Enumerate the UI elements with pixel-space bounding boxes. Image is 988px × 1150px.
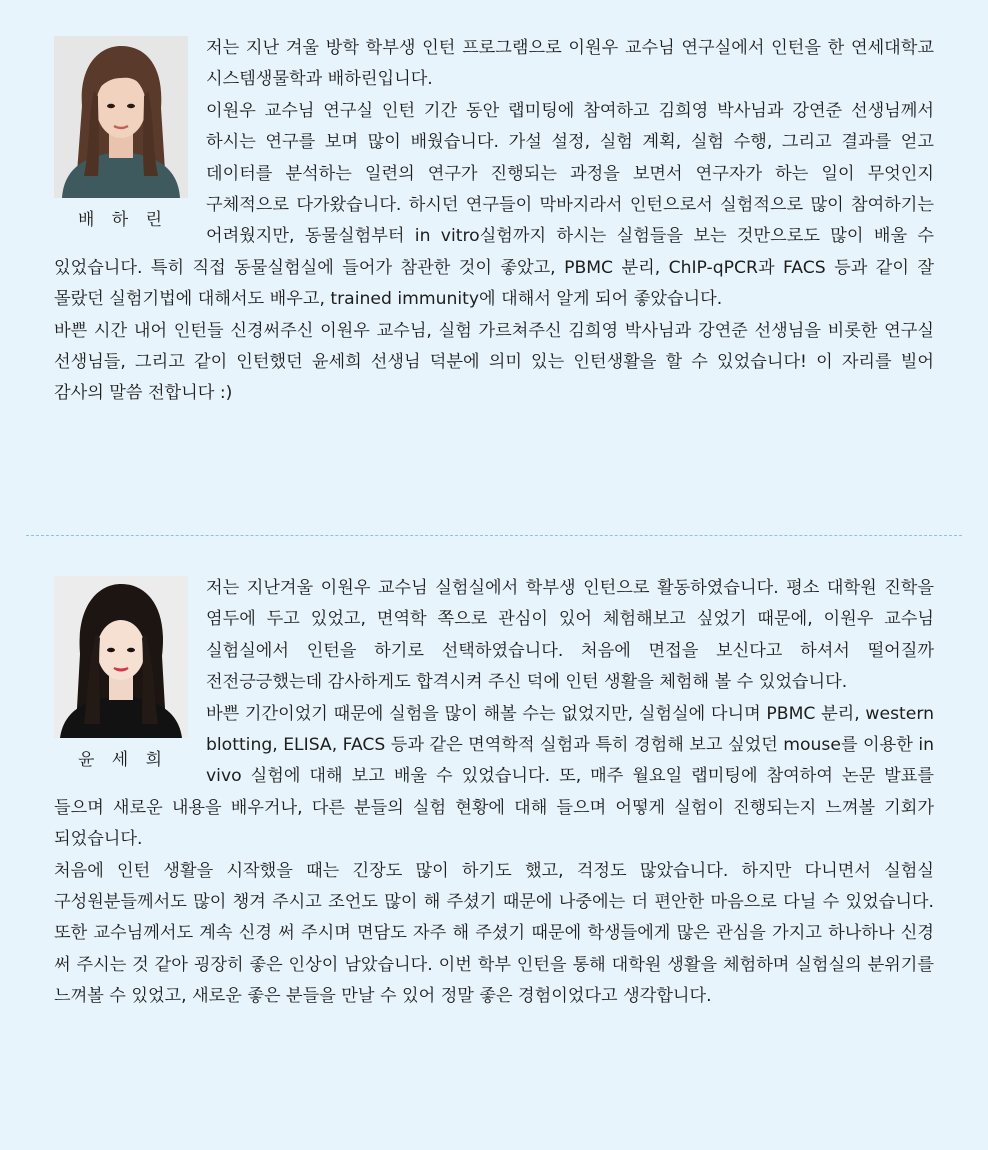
profile-block [54,36,188,231]
portrait-image [54,576,188,738]
paragraph: 바쁜 시간 내어 인턴들 신경써주신 이원우 교수님, 실험 가르쳐주신 김희영 박사님과 강연준 선생님을 비롯한 연구실 선생님들, 그리고 같이 인턴했던 윤세희 선생님 덕분에 의미 있는 인턴생활을 할 수 있었습니다! 이 자리를 빌어 감사의 말씀 전합니다 :) [54,320,934,404]
profile-block [54,576,188,771]
testimonial-entry [54,33,934,410]
profile-photo [54,576,188,738]
paragraph: 저는 지난 겨울 방학 학부생 인턴 프로그램으로 이원우 교수님 연구실에서 인턴을 한 연세대학교 시스템생물학과 배하린입니다. [206,38,934,90]
paragraph: 처음에 인턴 생활을 시작했을 때는 긴장도 많이 하기도 했고, 걱정도 많았습니다. 하지만 다니면서 실험실 구성원분들께서도 많이 챙겨 주시고 조언도 많이 해 주셨기 때문에 나중에는 더 편안한 마음으로 다닐 수 있었습니다. 또한 교수님께서도 계속 신경 써 주시며 면담도 자주 해 주셨기 때문에 학생들에게 많은 관심을 가지고 하나하나 신경 써 주시는 것 같아 굉장히 좋은 인상이 남았습니다. 이번 학부 인턴을 통해 대학원 생활을 체험하며 실험실의 분위기를 느껴볼 수 있었고, 새로운 좋은 분들을 만날 수 있어 정말 좋은 경험이었다고 생각합니다. [54,860,934,1007]
portrait-image [54,36,188,198]
person-name: 배 하 린 [77,210,169,230]
profile-photo [54,36,188,198]
paragraph: 이원우 교수님 연구실 인턴 기간 동안 랩미팅에 참여하고 김희영 박사님과 강연준 선생님께서 하시는 연구를 보며 많이 배웠습니다. 가설 설정, 실험 계획, 실험 수행, 그리고 결과를 얻고 데이터를 분석하는 일련의 연구가 진행되는 과정을 보면서 연구자가 하는 일이 무엇인지 구체적으로 다가왔습니다. 하시던 연구들이 막바지라서 인턴으로서 실험적으로 많이 참여하기는 어려웠지만, 동물실험부터 in vitro실험까지 하시는 실험들을 보는 것만으로도 많이 배울 수 있었습니다. 특히 직접 동물실험실에 들어가 참관한 것이 좋았고, PBMC 분리, ChIP-qPCR과 FACS 등과 같이 잘 몰랐던 실험기법에 대해서도 배우고, trained immunity에 대해서 알게 되어 좋았습니다. [54,100,934,310]
testimonial-entry [54,573,934,1013]
paragraph: 바쁜 기간이었기 때문에 실험을 많이 해볼 수는 없었지만, 실험실에 다니며 PBMC 분리, western blotting, ELISA, FACS 등과 같은 면역학적 실험과 특히 경험해 보고 싶었던 mouse를 이용한 in vivo 실험에 대해 보고 배울 수 있었습니다. 또, 매주 월요일 랩미팅에 참여하여 논문 발표를 들으며 새로운 내용을 배우거나, 다른 분들의 실험 현황에 대해 들으며 어떻게 실험이 진행되는지 느껴볼 기회가 되었습니다. [54,703,934,850]
person-name: 윤 세 희 [77,750,169,770]
paragraph: 저는 지난겨울 이원우 교수님 실험실에서 학부생 인턴으로 활동하였습니다. 평소 대학원 진학을 염두에 두고 있었고, 면역학 쪽으로 관심이 있어 체험해보고 싶었기 때문에, 이원우 교수님 실험실에서 인턴을 하기로 선택하였습니다. 처음에 면접을 보신다고 하셔서 떨어질까 전전긍긍했는데 감사하게도 합격시켜 주신 덕에 인턴 생활을 체험해 볼 수 있었습니다. [206,578,934,693]
section-divider [26,535,962,536]
